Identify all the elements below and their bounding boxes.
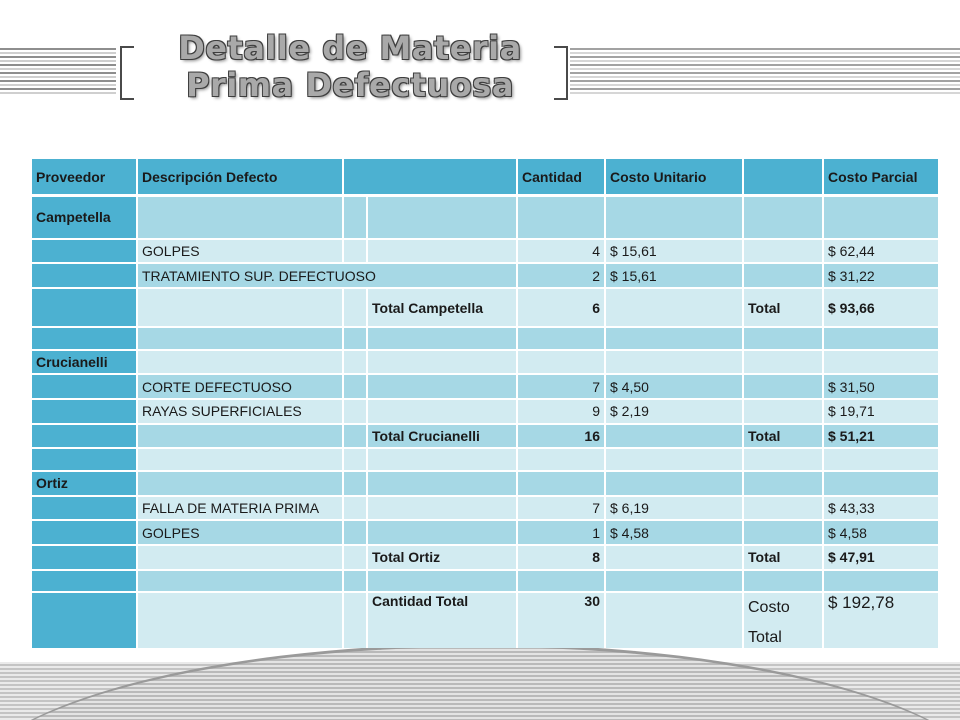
page-title-line-1: Detalle de Materia: [178, 29, 522, 67]
supplier-row: [31, 196, 939, 239]
table-cell: [367, 196, 517, 239]
table-cell: [31, 399, 137, 424]
table-cell: [605, 350, 743, 375]
table-cell: [743, 471, 823, 496]
item-description: TRATAMIENTO SUP. DEFECTUOSO: [137, 263, 517, 288]
table-cell: [137, 570, 343, 593]
item-unit-cost: $ 4,50: [605, 374, 743, 399]
table-cell: [743, 496, 823, 521]
subtotal-word: Total: [743, 424, 823, 449]
table-cell: [517, 196, 605, 239]
item-description: GOLPES: [137, 520, 343, 545]
grand-total-label: Cantidad Total: [367, 592, 517, 656]
table-cell: [367, 350, 517, 375]
item-quantity: 9: [517, 399, 605, 424]
supplier-name: Crucianelli: [31, 350, 137, 375]
table-cell: [743, 399, 823, 424]
table-cell: [517, 327, 605, 350]
table-cell: [343, 196, 367, 239]
table-cell: [343, 496, 367, 521]
item-partial-cost: $ 43,33: [823, 496, 939, 521]
header-cantidad: Cantidad: [517, 158, 605, 196]
table-cell: [517, 570, 605, 593]
subtotal-word: Total: [743, 545, 823, 570]
table-cell: [343, 545, 367, 570]
item-quantity: 4: [517, 239, 605, 264]
table-cell: [31, 263, 137, 288]
grand-total-cost-word-2: Total: [748, 629, 782, 647]
item-row: [31, 263, 939, 288]
item-row: [31, 496, 939, 521]
table-cell: [343, 592, 367, 656]
subtotal-quantity: 6: [517, 288, 605, 327]
table-cell: [823, 570, 939, 593]
item-partial-cost: $ 31,22: [823, 263, 939, 288]
table-cell: [743, 239, 823, 264]
table-cell: [367, 239, 517, 264]
table-cell: [367, 448, 517, 471]
header-stripes-right: [570, 48, 960, 96]
table-cell: [31, 327, 137, 350]
table-cell: [743, 350, 823, 375]
table-cell: [31, 496, 137, 521]
subtotal-word: Total: [743, 288, 823, 327]
header-costo-parcial: Costo Parcial: [823, 158, 939, 196]
table-cell: [743, 448, 823, 471]
table-cell: [605, 288, 743, 327]
table-cell: [517, 448, 605, 471]
supplier-name: Campetella: [31, 196, 137, 239]
table-cell: [31, 545, 137, 570]
table-cell: [823, 350, 939, 375]
table-cell: [743, 196, 823, 239]
table-cell: [31, 239, 137, 264]
item-description: FALLA DE MATERIA PRIMA: [137, 496, 343, 521]
item-quantity: 1: [517, 520, 605, 545]
page-title: [130, 30, 570, 104]
table-cell: [605, 545, 743, 570]
table-cell: [137, 545, 343, 570]
item-description: GOLPES: [137, 239, 343, 264]
table-cell: [343, 399, 367, 424]
defects-table: [30, 157, 940, 657]
subtotal-label: Total Crucianelli: [367, 424, 517, 449]
header-costo-unitario: Costo Unitario: [605, 158, 743, 196]
table-cell: [343, 350, 367, 375]
table-cell: [517, 350, 605, 375]
table-cell: [367, 374, 517, 399]
table-cell: [31, 592, 137, 656]
item-unit-cost: $ 15,61: [605, 239, 743, 264]
item-row: [31, 239, 939, 264]
table-cell: [31, 570, 137, 593]
grand-total-row: [31, 592, 939, 656]
table-cell: [343, 471, 367, 496]
header-empty-2: [743, 158, 823, 196]
table-cell: [517, 471, 605, 496]
table-cell: [605, 570, 743, 593]
table-cell: [367, 471, 517, 496]
item-row: [31, 399, 939, 424]
table-cell: [137, 288, 343, 327]
item-quantity: 2: [517, 263, 605, 288]
table-header-row: [31, 158, 939, 196]
supplier-row: [31, 471, 939, 496]
item-description: CORTE DEFECTUOSO: [137, 374, 343, 399]
header-descripcion: Descripción Defecto: [137, 158, 343, 196]
supplier-name: Ortiz: [31, 471, 137, 496]
subtotal-cost: $ 51,21: [823, 424, 939, 449]
table-cell: [743, 520, 823, 545]
supplier-row: [31, 350, 939, 375]
table-cell: [343, 288, 367, 327]
item-unit-cost: $ 6,19: [605, 496, 743, 521]
table-cell: [343, 239, 367, 264]
table-cell: [137, 424, 343, 449]
table-cell: [605, 327, 743, 350]
item-unit-cost: $ 2,19: [605, 399, 743, 424]
table-cell: [343, 327, 367, 350]
table-cell: [343, 448, 367, 471]
table-cell: [367, 496, 517, 521]
table-cell: [605, 471, 743, 496]
table-cell: [137, 350, 343, 375]
item-partial-cost: $ 31,50: [823, 374, 939, 399]
subtotal-quantity: 8: [517, 545, 605, 570]
item-description: RAYAS SUPERFICIALES: [137, 399, 343, 424]
table-cell: [823, 448, 939, 471]
item-quantity: 7: [517, 374, 605, 399]
table-cell: [743, 263, 823, 288]
item-row: [31, 520, 939, 545]
subtotal-row: [31, 545, 939, 570]
grand-total-quantity: 30: [517, 592, 605, 656]
table-cell: [137, 448, 343, 471]
table-cell: [31, 288, 137, 327]
table-cell: [31, 424, 137, 449]
item-partial-cost: $ 62,44: [823, 239, 939, 264]
grand-total-cost-word-1: Costo: [748, 599, 790, 617]
page-title-line-2: Prima Defectuosa: [186, 66, 514, 105]
item-unit-cost: $ 15,61: [605, 263, 743, 288]
item-partial-cost: $ 19,71: [823, 399, 939, 424]
table-cell: [137, 196, 343, 239]
table-cell: [343, 374, 367, 399]
subtotal-row: [31, 424, 939, 449]
table-cell: [743, 570, 823, 593]
table-cell: [823, 471, 939, 496]
header-proveedor: Proveedor: [31, 158, 137, 196]
spacer-row: [31, 570, 939, 593]
table-cell: [605, 196, 743, 239]
subtotal-quantity: 16: [517, 424, 605, 449]
table-cell: [343, 570, 367, 593]
table-cell: [31, 520, 137, 545]
subtotal-cost: $ 47,91: [823, 545, 939, 570]
table-cell: [31, 448, 137, 471]
subtotal-row: [31, 288, 939, 327]
table-cell: [605, 424, 743, 449]
item-quantity: 7: [517, 496, 605, 521]
subtotal-cost: $ 93,66: [823, 288, 939, 327]
table-cell: [367, 520, 517, 545]
footer-wave-decoration: [0, 648, 960, 720]
header-empty-1: [343, 158, 517, 196]
table-cell: [367, 570, 517, 593]
spacer-row: [31, 327, 939, 350]
header-stripes-left: [0, 48, 116, 96]
table-cell: [367, 399, 517, 424]
table-cell: [605, 448, 743, 471]
table-cell: [137, 592, 343, 656]
table-cell: [31, 374, 137, 399]
item-row: [31, 374, 939, 399]
table-cell: [605, 592, 743, 656]
table-cell: [343, 424, 367, 449]
grand-total-cost-label: [743, 592, 823, 656]
grand-total-cost: $ 192,78: [823, 592, 939, 656]
table-cell: [137, 327, 343, 350]
table-cell: [367, 327, 517, 350]
table-cell: [743, 327, 823, 350]
item-partial-cost: $ 4,58: [823, 520, 939, 545]
table-cell: [743, 374, 823, 399]
item-unit-cost: $ 4,58: [605, 520, 743, 545]
table-cell: [137, 471, 343, 496]
subtotal-label: Total Campetella: [367, 288, 517, 327]
table-cell: [823, 327, 939, 350]
table-cell: [343, 520, 367, 545]
table-cell: [823, 196, 939, 239]
subtotal-label: Total Ortiz: [367, 545, 517, 570]
spacer-row: [31, 448, 939, 471]
